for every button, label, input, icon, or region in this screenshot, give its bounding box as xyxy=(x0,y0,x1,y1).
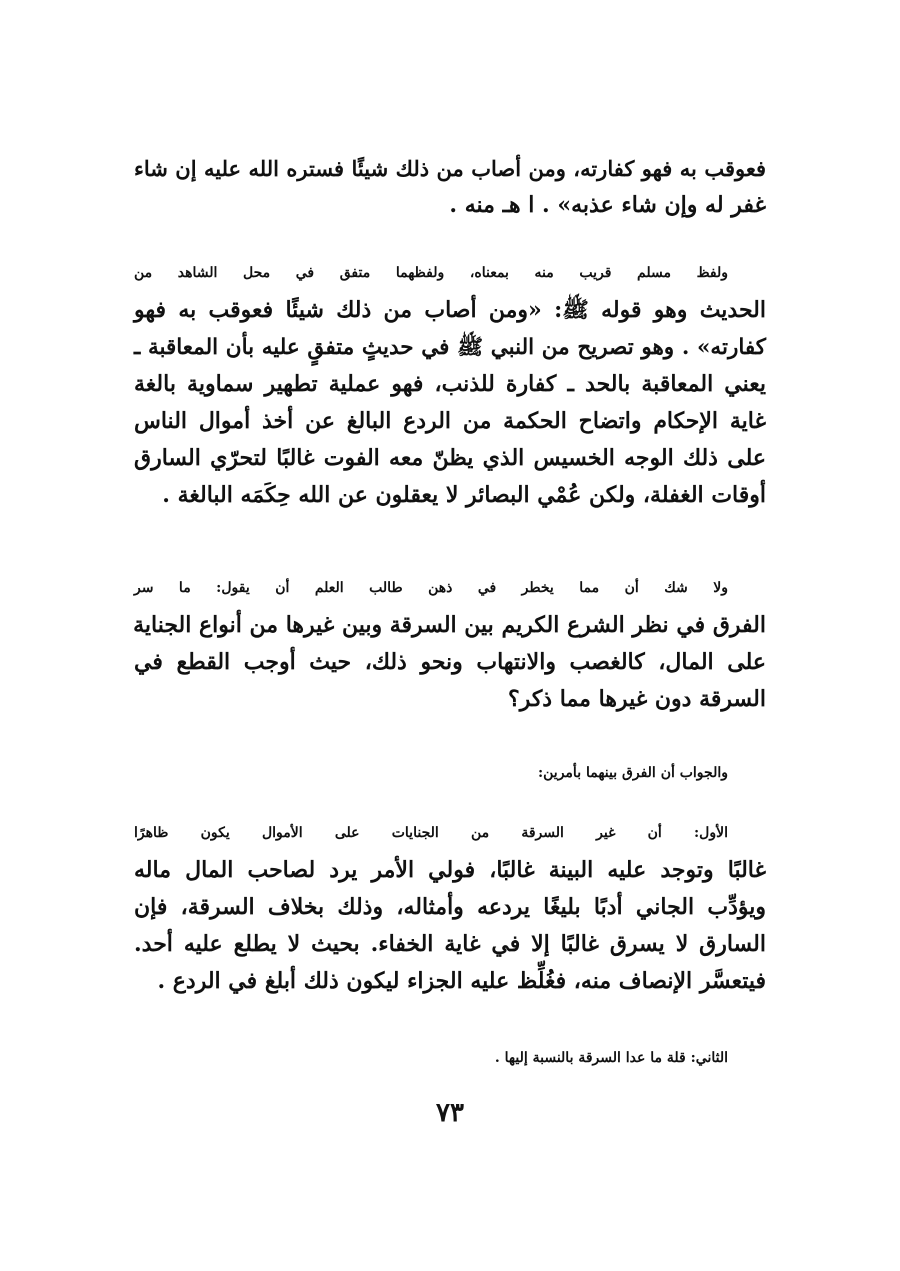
paragraph-4 xyxy=(134,755,766,792)
paragraph-line-text: قلة ما عدا السرقة بالنسبة إليها . xyxy=(494,1050,691,1066)
paragraph-1 xyxy=(134,150,766,224)
paragraph-line: فيتعسَّر الإنصاف منه، فغُلِّظ عليه الجزاء ليكون ذلك أبلغ في الردع . xyxy=(157,968,766,994)
paragraph-line-text: أن غير السرقة من الجنايات على الأموال يكون ظاهرًا xyxy=(134,825,695,841)
paragraph-6 xyxy=(134,1040,766,1077)
paragraph-line: الفرق في نظر الشرع الكريم بين السرقة وبين غيرها من أنواع الجناية xyxy=(133,612,766,638)
paragraph-2 xyxy=(134,255,766,514)
paragraph-line: السرقة دون غيرها مما ذكر؟ xyxy=(508,686,766,712)
point-heading-second: الثاني: xyxy=(690,1050,728,1066)
paragraph-line: على المال، كالغصب والانتهاب ونحو ذلك، حيث أوجب القطع في xyxy=(134,649,766,675)
paragraph-line: يعني المعاقبة بالحد ـ كفارة للذنب، فهو عملية تطهير سماوية بالغة xyxy=(134,371,766,397)
paragraph-line: ولفظ مسلم قريب منه بمعناه، ولفظهما متفق في محل الشاهد من xyxy=(134,265,728,281)
paragraph-line: والجواب أن الفرق بينهما بأمرين: xyxy=(537,765,728,781)
paragraph-line: غفر له وإن شاء عذبه» . ا هـ منه . xyxy=(449,192,766,218)
paragraph-line: الحديث وهو قوله ﷺ: «ومن أصاب من ذلك شيئًا فعوقب به فهو xyxy=(134,297,766,323)
paragraph-line: ولا شك أن مما يخطر في ذهن طالب العلم أن يقول: ما سر xyxy=(134,580,728,596)
paragraph-line: كفارته» . وهو تصريح من النبي ﷺ في حديثٍ متفقٍ عليه بأن المعاقبة ـ xyxy=(134,335,766,360)
paragraph-3 xyxy=(134,570,766,718)
paragraph-line: غالبًا وتوجد عليه البينة غالبًا، فولي الأمر يرد لصاحب المال ماله xyxy=(134,857,766,883)
paragraph-line: ويؤدِّب الجاني أدبًا بليغًا يردعه وأمثاله، وذلك بخلاف السرقة، فإن xyxy=(134,894,766,920)
paragraph-5 xyxy=(134,815,766,1000)
page-number: ٧٣ xyxy=(436,1098,464,1128)
paragraph-line xyxy=(134,815,766,852)
point-heading-first: الأول: xyxy=(694,825,728,841)
paragraph-line: على ذلك الوجه الخسيس الذي يظنّ معه الفوت غالبًا لتحرّي السارق xyxy=(134,445,766,471)
paragraph-line: أوقات الغفلة، ولكن عُمْي البصائر لا يعقلون عن الله حِكَمَه البالغة . xyxy=(162,482,766,508)
paragraph-line: السارق لا يسرق غالبًا إلا في غاية الخفاء. بحيث لا يطلع عليه أحد. xyxy=(134,931,766,957)
paragraph-line xyxy=(134,1040,766,1077)
paragraph-line: فعوقب به فهو كفارته، ومن أصاب من ذلك شيئًا فستره الله عليه إن شاء xyxy=(134,156,766,181)
paragraph-line: غاية الإحكام واتضاح الحكمة من الردع البالغ عن أخذ أموال الناس xyxy=(134,408,766,434)
